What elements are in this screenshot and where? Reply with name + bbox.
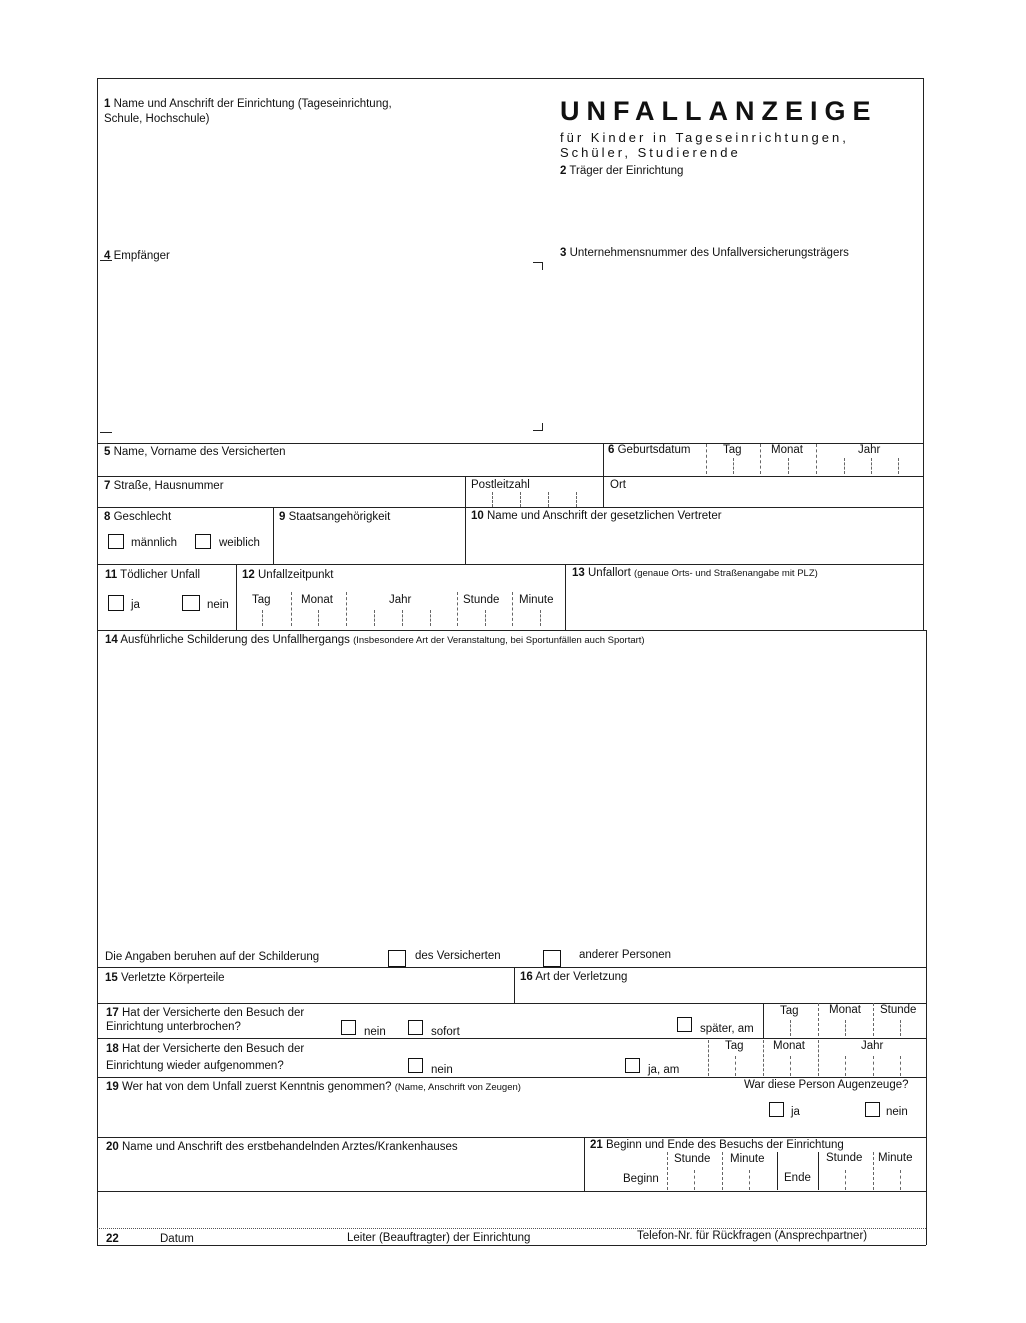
checkbox-maennlich-label: männlich bbox=[131, 537, 178, 549]
field-22-telefon-label: Telefon-Nr. für Rückfragen (Ansprechpartner) bbox=[637, 1230, 868, 1242]
checkbox-18-ja-am[interactable] bbox=[625, 1058, 640, 1073]
checkbox-19-ja[interactable] bbox=[769, 1102, 784, 1117]
field-18-box-divider bbox=[763, 1040, 764, 1076]
signature-line bbox=[97, 1228, 926, 1229]
field-12-stunde-label: Stunde bbox=[463, 594, 500, 606]
field-18-monat-label: Monat bbox=[773, 1040, 805, 1052]
checkbox-17-spaeter-label: später, am bbox=[700, 1023, 754, 1035]
field-21-box-divider bbox=[667, 1152, 668, 1190]
field-12-box-divider bbox=[374, 610, 375, 626]
row-8-divider bbox=[273, 507, 274, 564]
field-6-box-divider bbox=[706, 444, 707, 474]
field-12-box-divider bbox=[485, 610, 486, 626]
field-1-label: 1 Name und Anschrift der Einrichtung (Tageseinrichtung, bbox=[104, 98, 392, 110]
field-12-box-divider bbox=[318, 610, 319, 626]
field-21-box-divider bbox=[777, 1152, 778, 1190]
field-12-box-divider bbox=[512, 592, 513, 626]
form-border-right-lower bbox=[926, 630, 927, 1245]
field-15-label: 15 Verletzte Körperteile bbox=[105, 972, 225, 984]
field-6-monat-label: Monat bbox=[771, 444, 803, 456]
field-18-label-line2: Einrichtung wieder aufgenommen? bbox=[106, 1060, 284, 1072]
field-6-box-divider bbox=[733, 458, 734, 474]
row-signature-top-line bbox=[97, 1191, 926, 1192]
field-22-leiter-label: Leiter (Beauftragter) der Einrichtung bbox=[347, 1232, 531, 1244]
field-17-box-divider bbox=[845, 1020, 846, 1036]
row-8-top-line bbox=[97, 507, 923, 508]
field-17-box-divider bbox=[873, 1003, 874, 1036]
checkbox-17-sofort[interactable] bbox=[408, 1020, 423, 1035]
row-19-top-line bbox=[97, 1077, 926, 1078]
checkbox-weiblich[interactable] bbox=[195, 534, 211, 549]
checkbox-17-sofort-label: sofort bbox=[431, 1026, 460, 1038]
field-6-box-divider bbox=[816, 444, 817, 474]
field-6-label: 6 Geburtsdatum bbox=[608, 444, 691, 456]
field-21-box-divider bbox=[873, 1152, 874, 1190]
field-12-jahr-label: Jahr bbox=[389, 594, 412, 606]
checkbox-11-ja[interactable] bbox=[108, 595, 124, 611]
field-21-box-divider bbox=[749, 1170, 750, 1190]
checkbox-19-ja-label: ja bbox=[791, 1106, 800, 1118]
field-18-tag-label: Tag bbox=[725, 1040, 744, 1052]
row-14-top-line bbox=[97, 630, 926, 631]
field-12-box-divider bbox=[430, 610, 431, 626]
field-1-label-line2: Schule, Hochschule) bbox=[104, 113, 210, 125]
field-17-box-divider bbox=[900, 1020, 901, 1036]
form-border-right-upper bbox=[923, 78, 924, 630]
field-22-number: 22 bbox=[106, 1233, 119, 1245]
field-6-box-divider bbox=[788, 458, 789, 474]
field-10-label: 10 Name und Anschrift der gesetzlichen Vertreter bbox=[471, 510, 722, 522]
field-7-plz-label: Postleitzahl bbox=[471, 479, 530, 491]
field-9-label: 9 Staatsangehörigkeit bbox=[279, 511, 391, 523]
checkbox-weiblich-label: weiblich bbox=[219, 537, 260, 549]
row-12-divider bbox=[565, 564, 566, 630]
row-11-top-line bbox=[97, 564, 923, 565]
field-13-label: 13 Unfallort (genaue Orts- und Straßenangabe mit PLZ) bbox=[572, 567, 818, 579]
field-6-box-divider bbox=[760, 444, 761, 474]
form-subtitle-line2: Schüler, Studierende bbox=[560, 145, 741, 160]
field-17-label: 17 Hat der Versicherte den Besuch der bbox=[106, 1007, 305, 1019]
field-16-label: 16 Art der Verletzung bbox=[520, 971, 628, 983]
checkbox-11-nein[interactable] bbox=[182, 595, 200, 611]
field-7-ort-label: Ort bbox=[610, 479, 626, 491]
field-6-input[interactable] bbox=[860, 460, 900, 474]
field-21-box-divider bbox=[722, 1152, 723, 1190]
form-title: UNFALLANZEIGE bbox=[560, 96, 878, 126]
field-6-box-divider bbox=[844, 458, 845, 474]
field-2-label: 2 Träger der Einrichtung bbox=[560, 165, 684, 177]
field-22-datum-label: Datum bbox=[160, 1233, 194, 1245]
field-21-ende-label: Ende bbox=[784, 1172, 811, 1184]
row-11-divider bbox=[236, 564, 237, 630]
field-18-box-divider bbox=[845, 1056, 846, 1076]
form-subtitle-line1: für Kinder in Tageseinrichtungen, bbox=[560, 130, 849, 145]
form-border-left bbox=[97, 78, 98, 1245]
field-12-box-divider bbox=[540, 610, 541, 626]
field-17-monat-label: Monat bbox=[829, 1004, 861, 1016]
field-7-label: 7 Straße, Hausnummer bbox=[104, 480, 224, 492]
checkbox-18-nein[interactable] bbox=[408, 1058, 423, 1073]
form-border-bottom bbox=[97, 1245, 926, 1246]
field-6-tag-label: Tag bbox=[723, 444, 742, 456]
checkbox-11-ja-label: ja bbox=[131, 599, 140, 611]
field-12-minute-label: Minute bbox=[519, 594, 554, 606]
field-19-label: 19 Wer hat von dem Unfall zuerst Kenntnis genommen? (Name, Anschrift von Zeugen) bbox=[106, 1081, 521, 1093]
address-window-corner-tr bbox=[533, 262, 543, 270]
field-11-label: 11 Tödlicher Unfall bbox=[105, 569, 201, 581]
field-6-jahr-label: Jahr bbox=[858, 444, 881, 456]
checkbox-18-nein-label: nein bbox=[431, 1064, 453, 1076]
row-20-top-line bbox=[97, 1137, 926, 1138]
field-5-label: 5 Name, Vorname des Versicherten bbox=[104, 446, 286, 458]
row-20-divider bbox=[584, 1137, 585, 1191]
field-8-label: 8 Geschlecht bbox=[104, 511, 172, 523]
field-17-label-line2: Einrichtung unterbrochen? bbox=[106, 1021, 241, 1033]
checkbox-11-nein-label: nein bbox=[207, 599, 229, 611]
field-17-stunde-label: Stunde bbox=[880, 1004, 917, 1016]
field-18-box-divider bbox=[818, 1040, 819, 1076]
field-21-beginn-minute-label: Minute bbox=[730, 1153, 765, 1165]
field-21-beginn-label: Beginn bbox=[623, 1173, 659, 1185]
field-21-beginn-stunde-label: Stunde bbox=[674, 1153, 711, 1165]
row-17-top-line bbox=[97, 1003, 926, 1004]
field-12-box-divider bbox=[291, 592, 292, 626]
field-21-box-divider bbox=[900, 1170, 901, 1190]
field-20-label: 20 Name und Anschrift des erstbehandelnden Arztes/Krankenhauses bbox=[106, 1141, 458, 1153]
field-12-box-divider bbox=[262, 610, 263, 626]
checkbox-19-nein[interactable] bbox=[865, 1102, 880, 1117]
field-12-tag-label: Tag bbox=[252, 594, 271, 606]
field-18-jahr-label: Jahr bbox=[861, 1040, 884, 1052]
checkbox-18-ja-am-label: ja, am bbox=[648, 1064, 680, 1076]
field-12-box-divider bbox=[402, 610, 403, 626]
row-5-divider bbox=[603, 443, 604, 507]
checkbox-17-nein[interactable] bbox=[341, 1020, 356, 1035]
row-7-divider-plz bbox=[465, 476, 466, 564]
field-21-box-divider bbox=[845, 1170, 846, 1190]
field-12-monat-label: Monat bbox=[301, 594, 333, 606]
checkbox-anderer-personen[interactable] bbox=[543, 950, 561, 967]
field-14-label: 14 Ausführliche Schilderung des Unfallhergangs (Insbesondere Art der Veranstaltung, bei Sportunfällen auch Sportart) bbox=[105, 634, 645, 646]
checkbox-maennlich[interactable] bbox=[108, 534, 124, 549]
row-15-top-line bbox=[97, 967, 926, 968]
field-19-question: War diese Person Augenzeuge? bbox=[744, 1079, 909, 1091]
field-21-label: 21 Beginn und Ende des Besuchs der Einrichtung bbox=[590, 1139, 844, 1151]
field-12-label: 12 Unfallzeitpunkt bbox=[242, 569, 334, 581]
field-18-box-divider bbox=[735, 1056, 736, 1076]
signature-area[interactable] bbox=[100, 1195, 923, 1225]
field-21-ende-stunde-label: Stunde bbox=[826, 1152, 863, 1164]
checkbox-des-versicherten[interactable] bbox=[388, 950, 406, 967]
address-window-corner-br bbox=[533, 423, 543, 431]
field-17-box-divider bbox=[818, 1003, 819, 1036]
field-17-box-divider bbox=[790, 1020, 791, 1036]
row-7-top-line bbox=[97, 476, 923, 477]
row-18-top-line bbox=[97, 1038, 926, 1039]
field-12-box-divider bbox=[346, 592, 347, 626]
checkbox-des-versicherten-label: des Versicherten bbox=[415, 950, 501, 962]
field-21-box-divider bbox=[694, 1170, 695, 1190]
plz-box-divider bbox=[576, 492, 577, 507]
field-18-box-divider bbox=[790, 1056, 791, 1076]
row-15-divider bbox=[514, 967, 515, 1003]
field-18-box-divider bbox=[708, 1040, 709, 1076]
field-14-input-area[interactable] bbox=[100, 652, 923, 942]
checkbox-anderer-personen-label: anderer Personen bbox=[579, 949, 672, 961]
field-18-label: 18 Hat der Versicherte den Besuch der bbox=[106, 1043, 305, 1055]
field-21-ende-minute-label: Minute bbox=[878, 1152, 913, 1164]
field-14-basis-label: Die Angaben beruhen auf der Schilderung bbox=[105, 951, 320, 963]
field-17-date-divider bbox=[763, 1003, 764, 1038]
form-border-top bbox=[97, 78, 923, 79]
field-18-box-divider bbox=[900, 1056, 901, 1076]
checkbox-17-spaeter[interactable] bbox=[677, 1017, 692, 1032]
plz-box-divider bbox=[492, 492, 493, 507]
field-18-box-divider bbox=[873, 1056, 874, 1076]
checkbox-19-nein-label: nein bbox=[886, 1106, 908, 1118]
field-4-label: 4 Empfänger bbox=[104, 250, 170, 262]
checkbox-17-nein-label: nein bbox=[364, 1026, 386, 1038]
field-17-tag-label: Tag bbox=[780, 1005, 799, 1017]
field-12-box-divider bbox=[457, 592, 458, 626]
field-21-box-divider bbox=[818, 1152, 819, 1190]
plz-box-divider bbox=[520, 492, 521, 507]
address-window-corner-bl bbox=[100, 432, 112, 433]
plz-box-divider bbox=[548, 492, 549, 507]
field-3-label: 3 Unternehmensnummer des Unfallversicherungsträgers bbox=[560, 247, 849, 259]
